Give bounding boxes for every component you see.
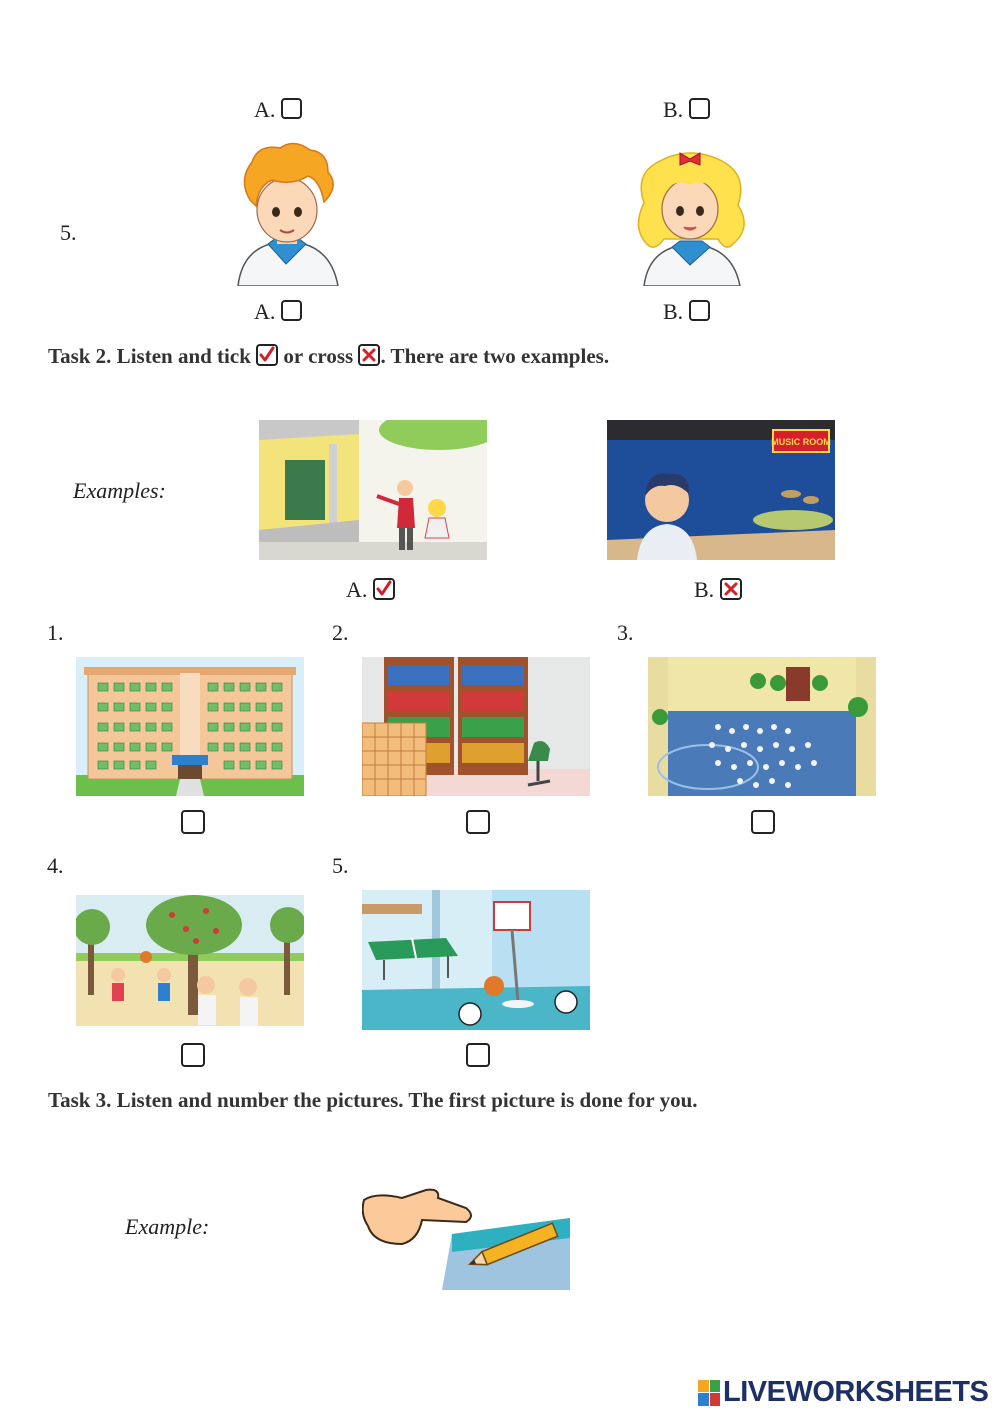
checkbox-a-row5[interactable] — [281, 300, 302, 321]
item-number-3: 3. — [617, 620, 634, 645]
item-1-checkbox[interactable] — [181, 810, 205, 834]
music-room-sign: MUSIC ROOM — [771, 437, 831, 447]
tick-icon — [256, 344, 278, 366]
question-number-5: 5. — [60, 220, 77, 245]
item-4-picture — [76, 895, 304, 1026]
item-3-picture — [648, 657, 876, 796]
item-number-1: 1. — [47, 620, 64, 645]
item-3-checkbox[interactable] — [751, 810, 775, 834]
logo-badge-icon — [698, 1380, 720, 1406]
logo-text: LIVEWORKSHEETS — [723, 1376, 989, 1408]
item-2-checkbox[interactable] — [466, 810, 490, 834]
task3-instruction: Task 3. Listen and number the pictures. The first picture is done for you. — [48, 1088, 698, 1112]
checkbox-a-row4[interactable] — [281, 98, 302, 119]
pointing-hand-pencil-picture — [362, 1186, 572, 1292]
boy-picture — [228, 140, 346, 286]
item-number-4: 4. — [47, 853, 64, 878]
example-a-picture — [259, 420, 487, 560]
example-b-answer: B. — [694, 577, 742, 603]
option-b-row4: B. — [663, 97, 710, 123]
item-4-checkbox[interactable] — [181, 1043, 205, 1067]
cross-icon — [358, 344, 380, 366]
example-b-cross-icon — [720, 578, 742, 600]
item-5-picture — [362, 890, 590, 1030]
item-number-2: 2. — [332, 620, 349, 645]
checkbox-b-row5[interactable] — [689, 300, 710, 321]
task3-example-label: Example: — [125, 1214, 210, 1239]
liveworksheets-logo — [698, 1376, 988, 1409]
option-a-row4: A. — [254, 97, 302, 123]
option-a-row5: A. — [254, 299, 302, 325]
item-5-checkbox[interactable] — [466, 1043, 490, 1067]
item-number-5: 5. — [332, 853, 349, 878]
checkbox-b-row4[interactable] — [689, 98, 710, 119]
item-1-picture — [76, 657, 304, 796]
task2-instruction: Task 2. Listen and tick or cross . There are two examples. — [48, 344, 610, 368]
examples-label: Examples: — [73, 478, 166, 503]
example-a-answer: A. — [346, 577, 395, 603]
example-b-picture — [607, 420, 835, 560]
example-a-tick-icon — [373, 578, 395, 600]
item-2-picture — [362, 657, 590, 796]
option-b-row5: B. — [663, 299, 710, 325]
girl-picture — [630, 143, 752, 286]
